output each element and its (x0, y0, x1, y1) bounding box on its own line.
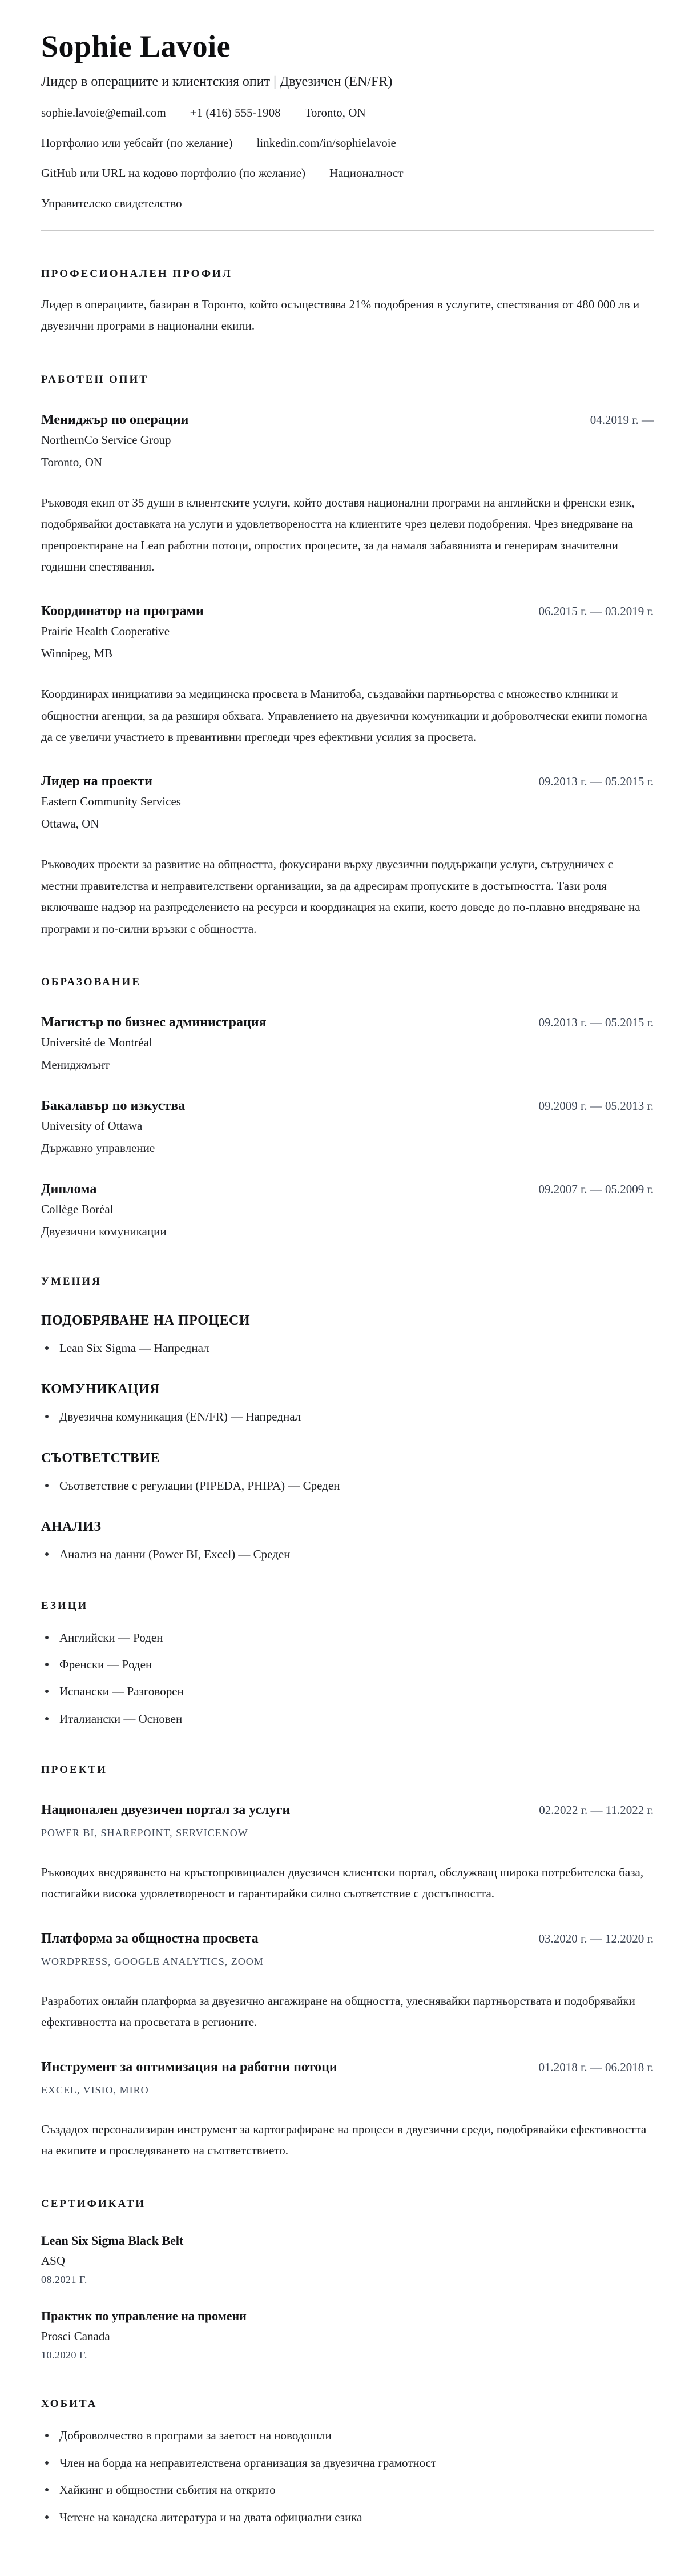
skill-category-heading: СЪОТВЕТСТВИЕ (41, 1450, 160, 1466)
education-dates: 09.2007 г. — 05.2009 г. (538, 1182, 654, 1196)
project-header (41, 1931, 654, 1947)
skill-category-heading: КОМУНИКАЦИЯ (41, 1382, 160, 1397)
skill-item: Lean Six Sigma — Напреднал (41, 1340, 654, 1357)
portfolio-text: Портфолио или уебсайт (по желание) (41, 136, 233, 150)
skill-category-heading: ПОДОБРЯВАНЕ НА ПРОЦЕСИ (41, 1313, 251, 1328)
degree-title: Магистър по бизнес администрация (41, 1014, 267, 1030)
hobby-list (41, 2427, 654, 2526)
section-heading-education: ОБРАЗОВАНИЕ (41, 976, 141, 988)
skill-list (41, 1546, 654, 1563)
contact-line (41, 196, 654, 211)
project-dates: 01.2018 г. — 06.2018 г. (538, 2060, 654, 2074)
certification-title: Практик по управление на промени (41, 2309, 247, 2324)
skill-item: Двуезична комуникация (EN/FR) — Напреднал (41, 1409, 654, 1425)
job-dates: 09.2013 г. — 05.2015 г. (538, 775, 654, 789)
github-text: GitHub или URL на кодово портфолио (по желание) (41, 166, 306, 180)
skill-list (41, 1478, 654, 1494)
project-entry (41, 1803, 654, 1905)
school-name: Université de Montréal (41, 1035, 152, 1049)
skill-item: Съответствие с регулации (PIPEDA, PHIPA) — Среден (41, 1478, 654, 1494)
job-dates: 06.2015 г. — 03.2019 г. (538, 604, 654, 619)
linkedin-text: linkedin.com/in/sophielavoie (256, 136, 396, 150)
field-of-study: Мениджмънт (41, 1057, 110, 1072)
project-tech-stack: WORDPRESS, GOOGLE ANALYTICS, ZOOM (41, 1955, 264, 1967)
field-of-study: Държавно управление (41, 1141, 155, 1155)
project-header (41, 1803, 654, 1818)
certification-title: Lean Six Sigma Black Belt (41, 2233, 184, 2248)
section-heading-languages: ЕЗИЦИ (41, 1599, 88, 1612)
contact-line (41, 136, 654, 150)
job-location: Winnipeg, MB (41, 647, 113, 661)
skill-item: Анализ на данни (Power BI, Excel) — Среден (41, 1546, 654, 1563)
language-item: Италиански — Основен (41, 1711, 654, 1727)
job-entry (41, 604, 654, 748)
license-text: Управителско свидетелство (41, 196, 182, 211)
education-entry (41, 1182, 654, 1239)
section-profile (41, 268, 654, 337)
job-title: Лидер на проекти (41, 774, 152, 789)
project-description: Ръководих внедряването на кръстопровициален двуезичен клиентски портал, обслужващ широка потребителска база, постигайки висока удовлетвореност и гарантирайки силно съответствие с достъпността. (41, 1865, 644, 1901)
job-location: Ottawa, ON (41, 817, 99, 831)
hobby-item: Член на борда на неправителствена организация за двуезична грамотност (41, 2455, 654, 2471)
project-dates: 03.2020 г. — 12.2020 г. (538, 1931, 654, 1945)
hobby-item: Четене на канадска литература и на двата официални езика (41, 2509, 654, 2526)
job-company: Prairie Health Cooperative (41, 624, 170, 639)
email-text: sophie.lavoie@email.com (41, 106, 166, 120)
section-heading-profile: ПРОФЕСИОНАЛЕН ПРОФИЛ (41, 268, 232, 280)
profile-summary: Лидер в операциите, базиран в Торонто, който осъществява 21% подобрения в услугите, спестявания от 480 000 лв и двуезични програми в национални екипи. (41, 298, 640, 333)
skill-list (41, 1409, 654, 1425)
section-languages (41, 1600, 654, 1728)
job-entry (41, 774, 654, 940)
job-entry (41, 412, 654, 578)
certification-entry (41, 2309, 654, 2361)
job-company: NorthernCo Service Group (41, 432, 171, 447)
project-title: Национален двуезичен портал за услуги (41, 1803, 291, 1818)
project-description: Създадох персонализиран инструмент за картографиране на процеси в двуезични среди, подобрявайки ефективността на екипите и проследяването на съответствието. (41, 2122, 647, 2157)
project-entry (41, 1931, 654, 2033)
location-text: Toronto, ON (304, 106, 366, 120)
hobby-item: Доброволчество в програми за заетост на новодошли (41, 2427, 654, 2444)
school-name: University of Ottawa (41, 1118, 143, 1133)
section-heading-projects: ПРОЕКТИ (41, 1764, 107, 1776)
degree-title: Бакалавър по изкуства (41, 1098, 186, 1113)
section-certifications (41, 2198, 654, 2361)
contact-line (41, 106, 654, 120)
language-item: Английски — Роден (41, 1630, 654, 1646)
contact-block (41, 106, 654, 211)
field-of-study: Двуезични комуникации (41, 1224, 167, 1238)
education-header (41, 1098, 654, 1114)
job-header (41, 412, 654, 428)
job-description: Ръководя екип от 35 души в клиентските услуги, който доставя национални програми на английски и френски език, подобрявайки доставката на услуги и удовлетвореността на клиентите чрез целеви подобрения. Чрез внедряване на препроектиране на Lean работни потоци, опростих процесите, за да намаля забавянията и генерирам значителни годишни спестявания. (41, 495, 635, 573)
project-title: Платформа за общностна просвета (41, 1931, 259, 1946)
person-name: Sophie Lavoie (41, 29, 231, 63)
section-projects (41, 1764, 654, 2161)
job-title: Мениджър по операции (41, 412, 189, 427)
certification-org: Prosci Canada (41, 2329, 110, 2344)
project-entry (41, 2060, 654, 2162)
language-list (41, 1630, 654, 1728)
hobby-item: Хайкинг и общностни събития на открито (41, 2482, 654, 2498)
education-entry (41, 1015, 654, 1072)
project-tech-stack: EXCEL, VISIO, MIRO (41, 2084, 149, 2096)
job-description: Ръководих проекти за развитие на общността, фокусирани върху двуезични поддържащи услуги, сътрудничех с местни правителства и неправителствени организации, за да адресирам пропуските в достъпността. Тази роля включваше надзор на разпределението на ресурси и координация на екипи, което доведе до по-плавно внедряване на програми и по-силни връзки с общността. (41, 857, 640, 936)
language-item: Френски — Роден (41, 1656, 654, 1673)
project-tech-stack: POWER BI, SHAREPOINT, SERVICENOW (41, 1827, 248, 1839)
education-header (41, 1182, 654, 1197)
language-item: Испански — Разговорен (41, 1683, 654, 1700)
education-header (41, 1015, 654, 1030)
headline: Лидер в операциите и клиентския опит | Двуезичен (EN/FR) (41, 74, 393, 90)
section-heading-experience: РАБОТЕН ОПИТ (41, 373, 148, 386)
section-heading-skills: УМЕНИЯ (41, 1275, 102, 1287)
resume-header (41, 29, 654, 231)
job-company: Eastern Community Services (41, 795, 181, 809)
section-skills (41, 1275, 654, 1563)
certification-org: ASQ (41, 2254, 66, 2268)
contact-line (41, 166, 654, 180)
nationality-text: Националност (329, 166, 404, 180)
project-dates: 02.2022 г. — 11.2022 г. (539, 1803, 654, 1817)
certification-date: 10.2020 Г. (41, 2349, 87, 2361)
project-header (41, 2060, 654, 2075)
certification-date: 08.2021 Г. (41, 2274, 87, 2286)
education-dates: 09.2013 г. — 05.2015 г. (538, 1015, 654, 1029)
job-description: Координирах инициативи за медицинска просвета в Манитоба, създавайки партньорства с множество клиники и общностни агенции, за да разширя обхвата. Управлението на двуезични комуникации и доброволчески екипи помогна да се увеличи участието в превантивни прегледи чрез ефективни усилия за просвета. (41, 687, 647, 744)
section-hobbies (41, 2398, 654, 2526)
degree-title: Диплома (41, 1181, 97, 1197)
project-title: Инструмент за оптимизация на работни потоци (41, 2059, 337, 2075)
section-education (41, 976, 654, 1239)
job-title: Координатор на програми (41, 604, 204, 619)
certification-entry (41, 2233, 654, 2286)
header-divider (41, 230, 654, 231)
job-location: Toronto, ON (41, 455, 103, 469)
phone-text: +1 (416) 555-1908 (190, 106, 281, 120)
school-name: Collège Boréal (41, 1202, 114, 1216)
job-dates: 04.2019 г. — (590, 412, 654, 427)
job-header (41, 604, 654, 619)
section-heading-hobbies: ХОБИТА (41, 2398, 98, 2410)
skill-category-heading: АНАЛИЗ (41, 1519, 102, 1535)
education-dates: 09.2009 г. — 05.2013 г. (538, 1098, 654, 1113)
project-description: Разработих онлайн платформа за двуезично ангажиране на общността, улеснявайки партньорствата и подобрявайки ефективността на просветата в регионите. (41, 1993, 635, 2029)
section-experience (41, 374, 654, 940)
job-header (41, 774, 654, 789)
section-heading-certifications: СЕРТИФИКАТИ (41, 2198, 146, 2210)
education-entry (41, 1098, 654, 1155)
skill-list (41, 1340, 654, 1357)
